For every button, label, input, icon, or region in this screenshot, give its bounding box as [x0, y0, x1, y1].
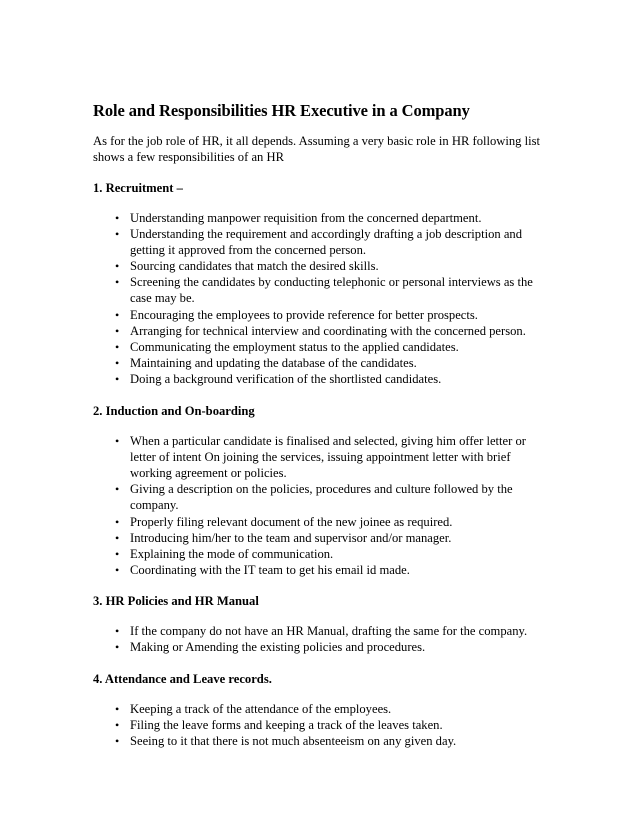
- list-item-text: Communicating the employment status to the applied candidates.: [130, 339, 459, 354]
- bullet-icon: •: [115, 530, 120, 545]
- bullet-icon: •: [115, 639, 120, 654]
- bullet-icon: •: [115, 482, 120, 497]
- list-item-text: Sourcing candidates that match the desired skills.: [130, 259, 379, 274]
- bullet-icon: •: [115, 546, 120, 561]
- bullet-list: [93, 210, 548, 387]
- section-heading: 4. Attendance and Leave records.: [93, 672, 272, 687]
- list-item: [115, 307, 548, 323]
- list-item: [115, 274, 548, 306]
- list-item-text: Seeing to it that there is not much absenteeism on any given day.: [130, 734, 457, 749]
- list-item-text: Doing a background verification of the shortlisted candidates.: [130, 371, 442, 386]
- list-item-text: Filing the leave forms and keeping a track of the leaves taken.: [130, 718, 443, 733]
- bullet-icon: •: [115, 734, 120, 749]
- list-item: [115, 530, 548, 546]
- section-heading: 2. Induction and On-boarding: [93, 404, 255, 419]
- list-item: [115, 226, 548, 258]
- list-item: [115, 623, 548, 639]
- list-item-text: Understanding manpower requisition from the concerned department.: [130, 211, 482, 225]
- bullet-list: [93, 623, 548, 655]
- section-hr-policies: [93, 593, 548, 655]
- list-item-text: Explaining the mode of communication.: [130, 546, 334, 561]
- bullet-icon: •: [115, 227, 120, 242]
- list-item-text: Screening the candidates by conducting telephonic or personal interviews as the case may be.: [130, 275, 533, 306]
- list-item: [115, 639, 548, 655]
- document-body: [93, 101, 548, 749]
- bullet-icon: •: [115, 307, 120, 322]
- bullet-icon: •: [115, 355, 120, 370]
- list-item: [115, 701, 548, 717]
- bullet-icon: •: [115, 371, 120, 386]
- bullet-icon: •: [115, 702, 120, 717]
- intro-paragraph: As for the job role of HR, it all depends. Assuming a very basic role in HR following list shows a few responsibilities of an HR: [93, 134, 541, 164]
- list-item-text: Keeping a track of the attendance of the employees.: [130, 702, 392, 717]
- list-item-text: When a particular candidate is finalised and selected, giving him offer letter or letter of intent On joining the services, issuing appointment letter with brief working agreement or policies.: [130, 434, 526, 481]
- list-item-text: Understanding the requirement and accordingly drafting a job description and getting it approved from the concerned person.: [130, 227, 523, 258]
- list-item: [115, 562, 548, 578]
- list-item-text: Making or Amending the existing policies and procedures.: [130, 639, 426, 654]
- bullet-icon: •: [115, 339, 120, 354]
- section-induction: [93, 403, 548, 578]
- section-heading: 1. Recruitment –: [93, 181, 183, 195]
- list-item: [115, 433, 548, 481]
- section-attendance: [93, 671, 548, 749]
- bullet-list: [93, 701, 548, 749]
- list-item: [115, 355, 548, 371]
- page-title: Role and Responsibilities HR Executive in a Company: [93, 101, 470, 120]
- list-item: [115, 258, 548, 274]
- section-heading: 3. HR Policies and HR Manual: [93, 593, 259, 608]
- list-item-text: Arranging for technical interview and coordinating with the concerned person.: [130, 323, 526, 338]
- list-item-text: Encouraging the employees to provide reference for better prospects.: [130, 307, 478, 322]
- bullet-icon: •: [115, 562, 120, 577]
- list-item-text: Introducing him/her to the team and supervisor and/or manager.: [130, 530, 452, 545]
- bullet-icon: •: [115, 211, 120, 225]
- bullet-icon: •: [115, 323, 120, 338]
- bullet-icon: •: [115, 434, 120, 449]
- list-item: [115, 514, 548, 530]
- list-item-text: If the company do not have an HR Manual, drafting the same for the company.: [130, 623, 528, 638]
- bullet-icon: •: [115, 259, 120, 274]
- bullet-icon: •: [115, 718, 120, 733]
- list-item: [115, 339, 548, 355]
- list-item: [115, 717, 548, 733]
- bullet-icon: •: [115, 623, 120, 638]
- list-item-text: Giving a description on the policies, procedures and culture followed by the company.: [130, 482, 513, 513]
- list-item: [115, 546, 548, 562]
- section-recruitment: [93, 180, 548, 387]
- bullet-icon: •: [115, 275, 120, 290]
- list-item: [115, 733, 548, 749]
- bullet-icon: •: [115, 514, 120, 529]
- list-item: [115, 481, 548, 513]
- list-item-text: Coordinating with the IT team to get his email id made.: [130, 562, 410, 577]
- list-item: [115, 210, 548, 226]
- list-item-text: Maintaining and updating the database of the candidates.: [130, 355, 417, 370]
- list-item-text: Properly filing relevant document of the new joinee as required.: [130, 514, 453, 529]
- bullet-list: [93, 433, 548, 578]
- list-item: [115, 371, 548, 387]
- list-item: [115, 323, 548, 339]
